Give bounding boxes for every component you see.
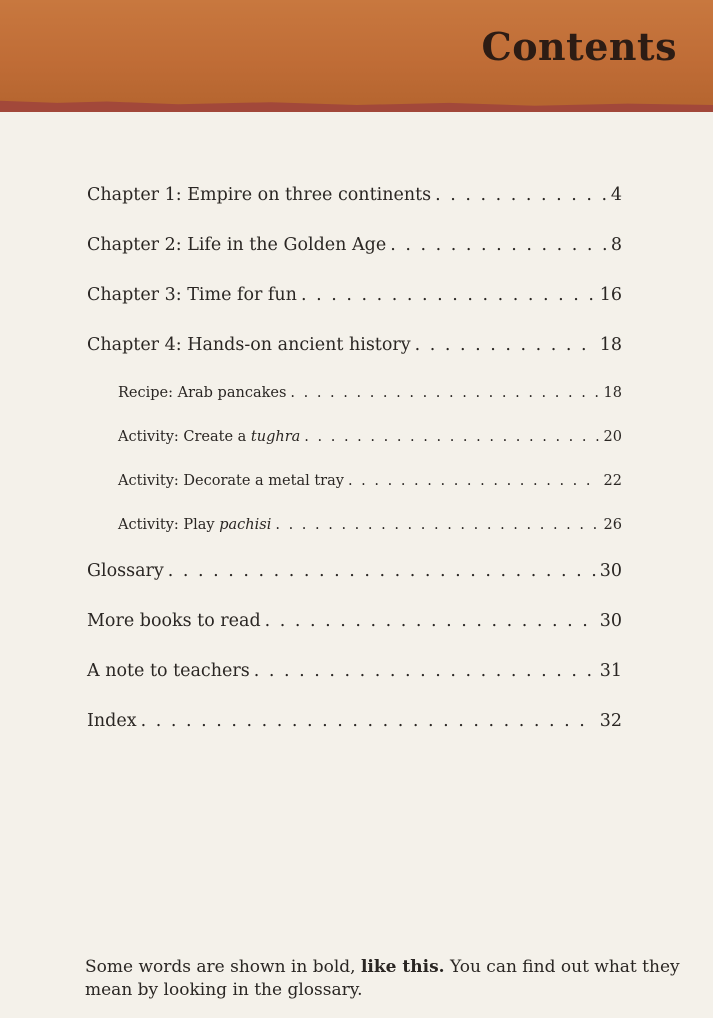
page-title: Contents xyxy=(481,24,677,69)
toc-item-chapter-2[interactable] xyxy=(87,235,622,285)
toc-leader-dots xyxy=(141,711,596,731)
toc-item-page: 18 xyxy=(603,385,622,401)
toc-item-recipe-arab-pancakes[interactable] xyxy=(87,385,622,429)
toc-item-chapter-3[interactable] xyxy=(87,285,622,335)
toc-item-page: 30 xyxy=(599,611,622,631)
toc-item-title-italic: pachisi xyxy=(219,517,272,533)
toc-item-title: A note to teachers xyxy=(87,661,250,681)
toc-item-title xyxy=(118,429,300,445)
toc-item-glossary[interactable] xyxy=(87,561,622,611)
toc-item-page: 30 xyxy=(599,561,622,581)
toc-item-more-books[interactable] xyxy=(87,611,622,661)
toc-item-activity-pachisi[interactable] xyxy=(87,517,622,561)
toc-item-title: Chapter 3: Time for fun xyxy=(87,285,297,305)
toc-leader-dots xyxy=(168,561,596,581)
toc-item-title: Chapter 1: Empire on three continents xyxy=(87,185,432,205)
toc-item-page: 32 xyxy=(599,711,622,731)
glossary-note-before: Some words are shown in bold, xyxy=(85,957,361,977)
toc-item-title: Chapter 4: Hands-on ancient history xyxy=(87,335,411,355)
toc-item-activity-tughra[interactable] xyxy=(87,429,622,473)
toc-leader-dots xyxy=(415,335,596,355)
toc-item-chapter-1[interactable] xyxy=(87,185,622,235)
toc-item-title: More books to read xyxy=(87,611,261,631)
glossary-note-bold-example: like this. xyxy=(360,957,445,977)
toc-item-page: 22 xyxy=(603,473,622,489)
toc-item-title: Chapter 2: Life in the Golden Age xyxy=(87,235,387,255)
toc-item-page: 4 xyxy=(610,185,622,205)
toc-item-activity-metal-tray[interactable] xyxy=(87,473,622,517)
toc-item-title: Activity: Decorate a metal tray xyxy=(118,473,344,489)
toc-leader-dots xyxy=(275,517,599,533)
toc-leader-dots xyxy=(348,473,600,489)
toc-item-note-to-teachers[interactable] xyxy=(87,661,622,711)
toc-item-page: 8 xyxy=(610,235,622,255)
toc-leader-dots xyxy=(265,611,596,631)
toc-item-title-prefix: Activity: Play xyxy=(118,517,220,533)
toc-leader-dots xyxy=(301,285,596,305)
toc-item-title: Index xyxy=(87,711,137,731)
toc-leader-dots xyxy=(435,185,607,205)
toc-leader-dots xyxy=(290,385,599,401)
toc-leader-dots xyxy=(254,661,596,681)
toc-item-title-prefix: Activity: Create a xyxy=(118,429,251,445)
toc-leader-dots xyxy=(304,429,599,445)
toc-item-chapter-4[interactable] xyxy=(87,335,622,385)
toc-item-page: 20 xyxy=(603,429,622,445)
toc-item-page: 16 xyxy=(599,285,622,305)
toc-item-page: 31 xyxy=(599,661,622,681)
toc-item-title: Recipe: Arab pancakes xyxy=(118,385,287,401)
glossary-note xyxy=(85,956,685,1002)
toc-item-page: 18 xyxy=(599,335,622,355)
glossary-note-after: You can find out what they mean by looking in the glossary. xyxy=(85,957,680,1000)
toc-item-title xyxy=(118,517,271,533)
table-of-contents xyxy=(87,185,622,761)
toc-item-page: 26 xyxy=(603,517,622,533)
toc-leader-dots xyxy=(390,235,607,255)
toc-item-index[interactable] xyxy=(87,711,622,761)
toc-item-title: Glossary xyxy=(87,561,164,581)
toc-item-title-italic: tughra xyxy=(250,429,301,445)
